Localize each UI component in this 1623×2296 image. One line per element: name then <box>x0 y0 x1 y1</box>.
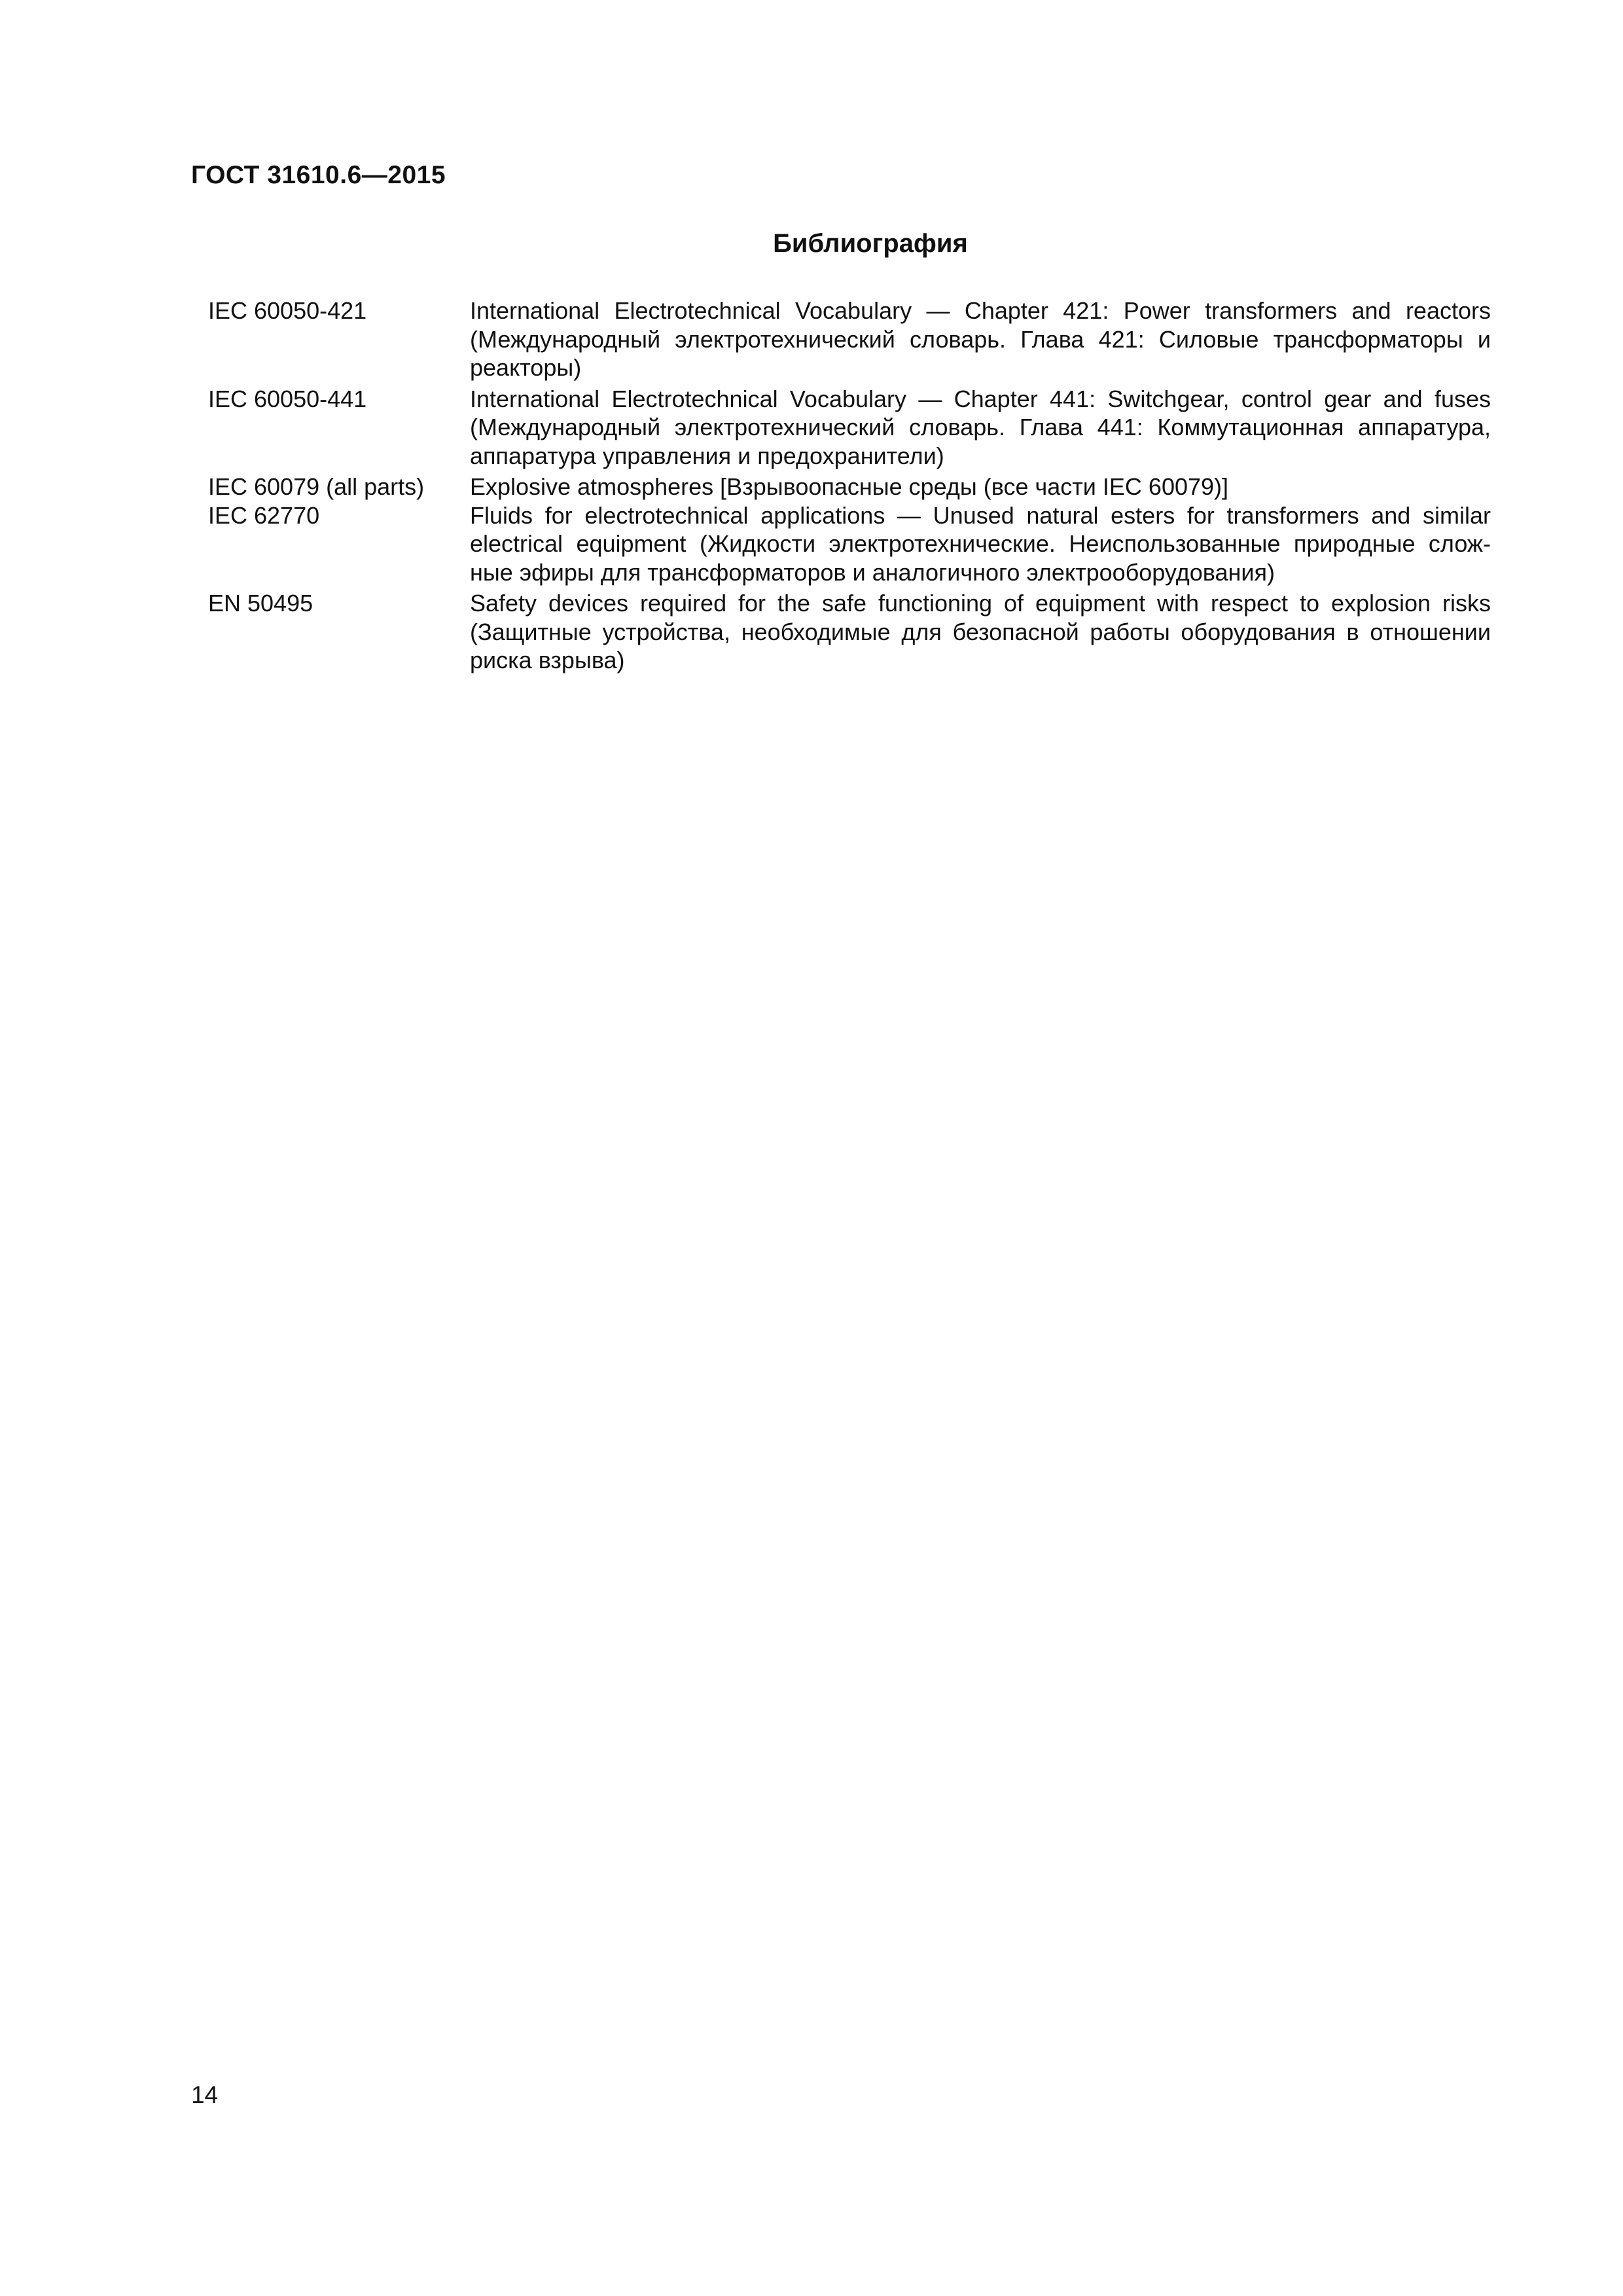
entry-line: реакторы) <box>470 354 582 381</box>
bibliography-entry <box>208 501 1491 587</box>
entry-description <box>470 501 1491 587</box>
entry-code: IEC 62770 <box>208 501 320 529</box>
bibliography-entry <box>208 589 1491 675</box>
page-number: 14 <box>191 2081 219 2108</box>
entry-description <box>470 473 1491 501</box>
entry-line: риска взрыва) <box>470 647 625 673</box>
entry-description <box>470 385 1491 471</box>
entry-line: International Electrotechnical Vocabulary — Chapter 441: Switchgear, control gear and fuses <box>470 385 1491 412</box>
entry-description <box>470 296 1491 382</box>
entry-line: Explosive atmospheres [Взрывоопасные среды (все части IEC 60079)] <box>470 473 1229 500</box>
entry-line: electrical equipment (Жидкости электротехнические. Неиспользованные природные слож- <box>470 530 1491 557</box>
bibliography-entry <box>208 473 1491 501</box>
bibliography-list <box>208 296 1491 675</box>
entry-line: (Международный электротехнический словарь. Глава 441: Коммутационная аппаратура, <box>470 414 1491 440</box>
document-standard-number: ГОСТ 31610.6—2015 <box>191 161 446 189</box>
entry-line: (Международный электротехнический словарь. Глава 421: Силовые трансформаторы и <box>470 325 1491 353</box>
entry-line: ные эфиры для трансформаторов и аналогичного электрооборудования) <box>470 558 1275 586</box>
entry-code: IEC 60050-441 <box>208 385 367 412</box>
entry-description <box>470 589 1491 675</box>
entry-code: IEC 60050-421 <box>208 297 367 324</box>
entry-line: International Electrotechnical Vocabulary — Chapter 421: Power transformers and reactors <box>470 297 1491 324</box>
entry-line: (Защитные устройства, необходимые для безопасной работы оборудования в отношении <box>470 618 1491 645</box>
entry-line: Fluids for electrotechnical applications — Unused natural esters for transformers and similar <box>470 501 1491 529</box>
entry-line: Safety devices required for the safe functioning of equipment with respect to explosion risks <box>470 590 1491 617</box>
entry-line: аппаратура управления и предохранители) <box>470 442 944 469</box>
entry-code: IEC 60079 (all parts) <box>208 473 425 500</box>
section-title: Библиография <box>773 229 968 258</box>
bibliography-entry <box>208 296 1491 382</box>
bibliography-entry <box>208 385 1491 471</box>
entry-code: EN 50495 <box>208 590 313 617</box>
